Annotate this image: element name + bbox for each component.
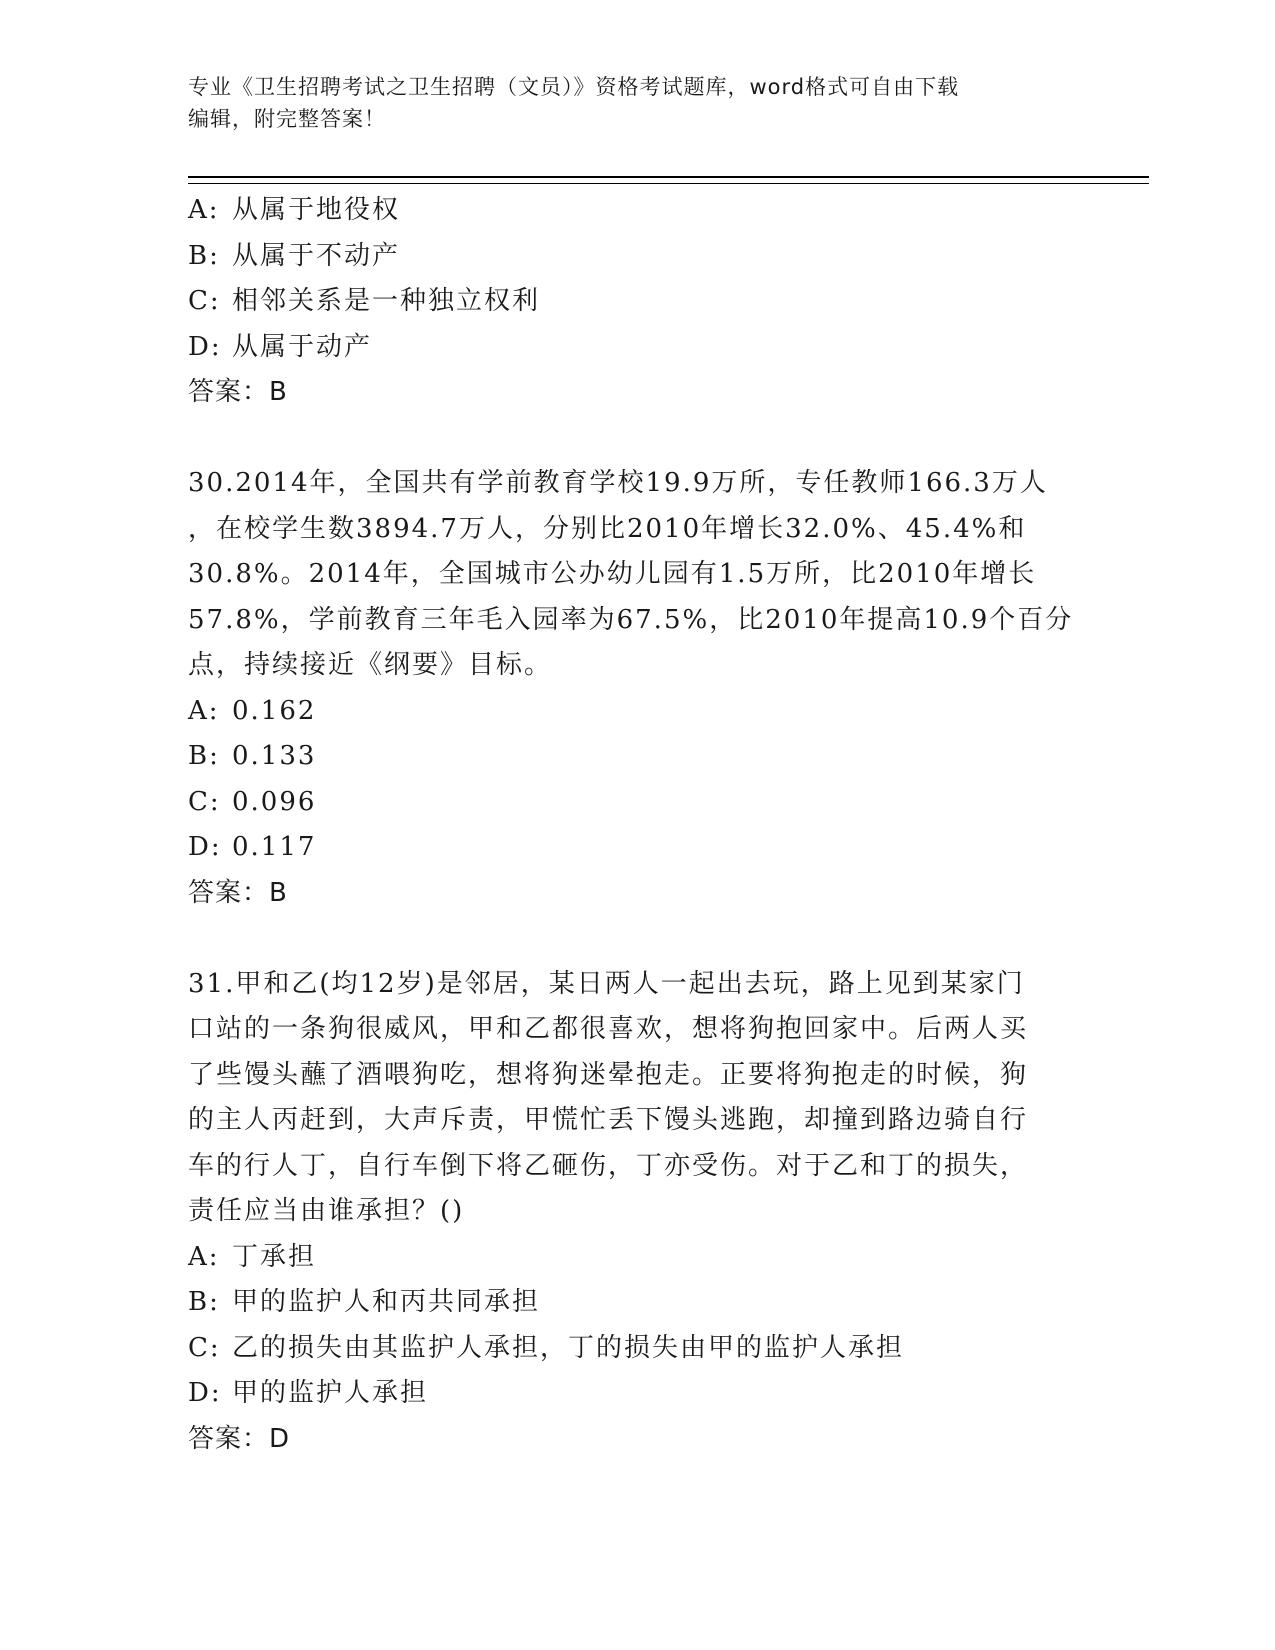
- question-content: [188, 188, 1074, 1462]
- option-a: [188, 188, 1068, 234]
- option-letter: C:: [188, 286, 221, 316]
- option-a: [188, 1235, 1068, 1281]
- option-letter: B:: [188, 741, 220, 771]
- spacer: [188, 416, 1068, 462]
- option-a: [188, 689, 1068, 735]
- question-30: [188, 461, 1074, 916]
- answer-line: 答案：B: [188, 377, 288, 407]
- header-rule-thin: [188, 183, 1149, 184]
- question-stem-line: 车的行人丁，自行车倒下将乙砸伤，丁亦受伤。对于乙和丁的损失，: [188, 1150, 1029, 1181]
- option-text: 0.133: [232, 741, 317, 771]
- option-letter: A:: [188, 195, 220, 225]
- option-text: 0.096: [232, 786, 317, 817]
- option-text: 0.162: [232, 695, 317, 726]
- spacer: [188, 916, 1068, 962]
- option-letter: C:: [188, 1332, 221, 1363]
- question-31: [188, 962, 1068, 1463]
- option-c: [188, 279, 1068, 325]
- question-stem-line: 57.8%，学前教育三年毛入园率为67.5%，比2010年提高10.9个百分: [188, 604, 1074, 635]
- question-stem-line: 责任应当由谁承担？(): [188, 1196, 465, 1226]
- option-text: 从属于地役权: [232, 195, 401, 225]
- option-text: 甲的监护人承担: [232, 1378, 429, 1408]
- option-letter: C:: [188, 786, 221, 817]
- question-stem-line: 点，持续接近《纲要》目标。: [188, 650, 553, 680]
- option-text: 从属于动产: [232, 331, 373, 362]
- option-b: [188, 734, 1068, 780]
- question-stem-line: ，在校学生数3894.7万人，分别比2010年增长32.0%、45.4%和: [188, 513, 1027, 544]
- option-letter: B:: [188, 1287, 220, 1317]
- header-line-1: 专业《卫生招聘考试之卫生招聘（文员）》资格考试题库，word格式可自由下载: [188, 75, 960, 99]
- question-stem-line: 了些馒头蘸了酒喂狗吃，想将狗迷晕抱走。正要将狗抱走的时候，狗: [188, 1059, 1029, 1090]
- option-letter: A:: [188, 695, 220, 726]
- question-stem-line: 30.8%。2014年，全国城市公办幼儿园有1.5万所，比2010年增长: [188, 559, 1037, 589]
- option-text: 从属于不动产: [232, 240, 401, 271]
- option-b: [188, 234, 1068, 280]
- document-header: [188, 71, 1088, 135]
- question-29: [188, 188, 1068, 416]
- option-c: [188, 1326, 1068, 1372]
- option-text: 丁承担: [232, 1241, 317, 1272]
- option-letter: B:: [188, 240, 220, 271]
- option-d: [188, 1371, 1068, 1417]
- header-line-2: 编辑，附完整答案！: [188, 107, 386, 131]
- question-stem-line: 的主人丙赶到，大声斥责，甲慌忙丢下馒头逃跑，却撞到路边骑自行: [188, 1105, 1029, 1135]
- answer-line: 答案：D: [188, 1423, 291, 1454]
- option-letter: A:: [188, 1241, 220, 1272]
- option-text: 相邻关系是一种独立权利: [232, 286, 541, 316]
- header-rule-thick: [188, 176, 1149, 178]
- option-b: [188, 1280, 1068, 1326]
- question-stem-line: 口站的一条狗很威风，甲和乙都很喜欢，想将狗抱回家中。后两人买: [188, 1014, 1029, 1044]
- question-stem-line: 30.2014年，全国共有学前教育学校19.9万所，专任教师166.3万人: [188, 468, 1048, 498]
- option-d: [188, 325, 1068, 371]
- option-c: [188, 780, 1068, 826]
- option-text: 乙的损失由其监护人承担，丁的损失由甲的监护人承担: [232, 1332, 905, 1363]
- option-text: 0.117: [232, 832, 317, 862]
- option-letter: D:: [188, 331, 222, 362]
- answer-line: 答案：B: [188, 877, 288, 908]
- option-letter: D:: [188, 1378, 222, 1408]
- question-stem-line: 31.甲和乙(均12岁)是邻居，某日两人一起出去玩，路上见到某家门: [188, 968, 1025, 999]
- option-letter: D:: [188, 832, 222, 862]
- option-d: [188, 825, 1068, 871]
- option-text: 甲的监护人和丙共同承担: [232, 1287, 541, 1317]
